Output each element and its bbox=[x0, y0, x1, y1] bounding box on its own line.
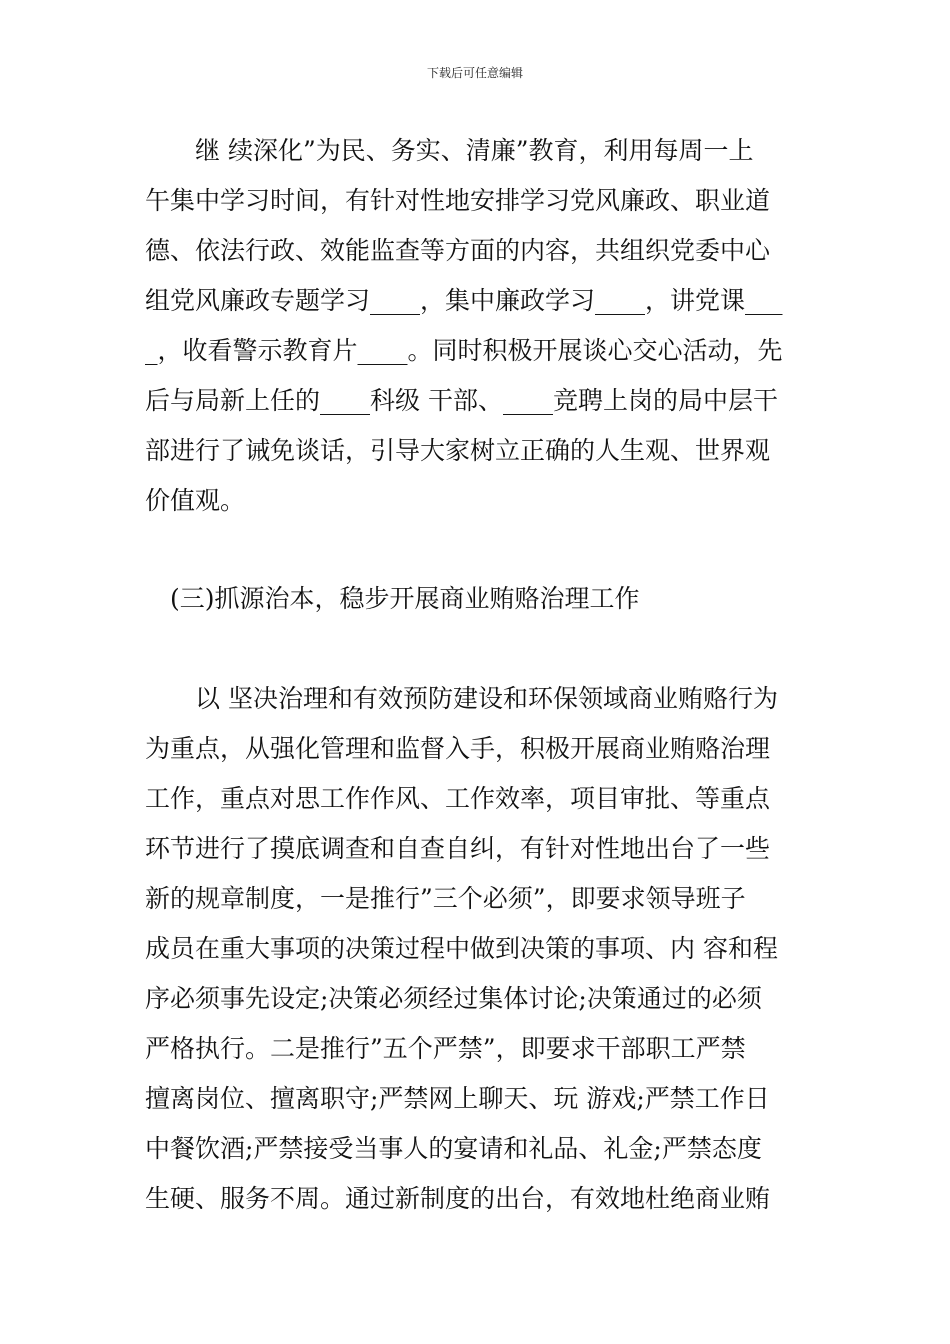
paragraph-line: 组党风廉政专题学习____，集中廉政学习____，讲党课___ bbox=[145, 286, 783, 315]
paragraph-study-education bbox=[145, 126, 807, 526]
paragraph-line: 擅离岗位、擅离职守;严禁网上聊天、玩 游戏;严禁工作日 bbox=[145, 1084, 770, 1113]
download-note: 下载后可任意编辑 bbox=[426, 66, 523, 80]
paragraph-line: 中餐饮酒;严禁接受当事人的宴请和礼品、礼金;严禁态度 bbox=[145, 1134, 762, 1163]
paragraph-line: 部进行了诫免谈话，引导大家树立正确的人生观、世界观 bbox=[145, 436, 771, 465]
paragraph-line: 环节进行了摸底调查和自查自纠，有针对性地出台了一些 bbox=[145, 834, 771, 863]
paragraph-line: 工作，重点对思工作作风、工作效率，项目审批、等重点 bbox=[145, 784, 771, 813]
paragraph-bribery-governance bbox=[145, 674, 807, 1224]
paragraph-line: 价值观。 bbox=[145, 486, 246, 515]
paragraph-line: _，收看警示教育片____。同时积极开展谈心交心活动，先 bbox=[145, 336, 783, 365]
paragraph-line: 序必须事先设定;决策必须经过集体讨论;决策通过的必须 bbox=[145, 984, 762, 1013]
section-heading bbox=[145, 574, 807, 624]
paragraph-line: 后与局新上任的____科级 干部、____竞聘上岗的局中层干 bbox=[145, 386, 778, 415]
paragraph-line: 为重点，从强化管理和监督入手，积极开展商业贿赂治理 bbox=[145, 734, 771, 763]
paragraph-line: 德、依法行政、效能监查等方面的内容，共组织党委中心 bbox=[145, 236, 771, 265]
paragraph-line: 以 坚决治理和有效预防建设和环保领域商业贿赂行为 bbox=[145, 684, 778, 713]
paragraph-line: 午集中学习时间，有针对性地安排学习党风廉政、职业道 bbox=[145, 186, 771, 215]
paragraph-line: 严格执行。二是推行”五个严禁”，即要求干部职工严禁 bbox=[145, 1034, 746, 1063]
heading-line: (三)抓源治本，稳步开展商业贿赂治理工作 bbox=[145, 584, 640, 613]
paragraph-line: 新的规章制度，一是推行”三个必须”，即要求领导班子 bbox=[145, 884, 746, 913]
paragraph-line: 生硬、服务不周。通过新制度的出台，有效地杜绝商业贿 bbox=[145, 1184, 771, 1213]
paragraph-line: 继 续深化”为民、务实、清廉”教育，利用每周一上 bbox=[145, 136, 754, 165]
paragraph-line: 成员在重大事项的决策过程中做到决策的事项、内 容和程 bbox=[145, 934, 778, 963]
